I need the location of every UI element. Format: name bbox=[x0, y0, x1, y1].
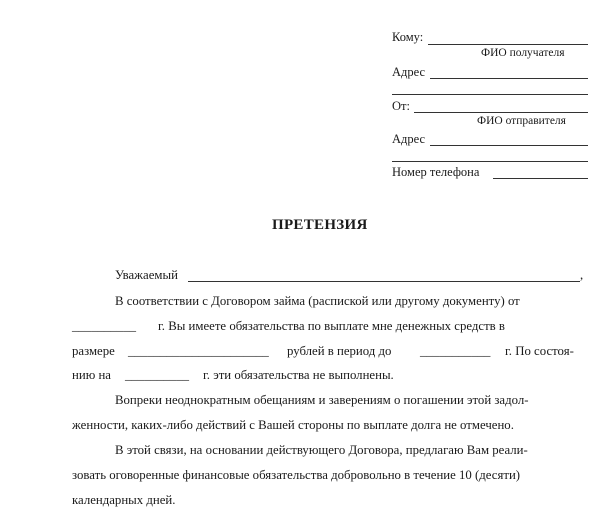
p1-line3-blank1: ______________________ bbox=[128, 344, 269, 358]
phone-label: Номер телефона bbox=[392, 165, 480, 179]
p3-line2: зовать оговоренные финансовые обязательства добровольно в течение 10 (десяти) bbox=[72, 468, 521, 482]
p1-line3-blank2: ___________ bbox=[420, 344, 491, 358]
address1-line2 bbox=[392, 94, 588, 95]
p1-line4-blank: __________ bbox=[125, 368, 189, 382]
to-caption: ФИО получателя bbox=[481, 47, 565, 59]
p2-line2: женности, каких-либо действий с Вашей стороны по выплате долга не отмечено. bbox=[72, 418, 514, 432]
salutation-line bbox=[188, 281, 580, 282]
to-line bbox=[428, 44, 588, 45]
document-title: ПРЕТЕНЗИЯ bbox=[272, 217, 368, 233]
from-line bbox=[414, 112, 588, 113]
p1-line2-blank: __________ bbox=[72, 319, 136, 333]
p2-line1: Вопреки неоднократным обещаниям и заверениям о погашении этой задол- bbox=[115, 393, 529, 407]
p1-line4-b: г. эти обязательства не выполнены. bbox=[203, 368, 394, 382]
p1-line2-text: г. Вы имеете обязательства по выплате мне денежных средств в bbox=[158, 319, 505, 333]
phone-line bbox=[493, 178, 588, 179]
p1-line3-a: размере bbox=[72, 344, 115, 358]
address2-line2 bbox=[392, 161, 588, 162]
p1-line4-a: нию на bbox=[72, 368, 111, 382]
salutation-comma: , bbox=[580, 268, 584, 282]
p3-line3: календарных дней. bbox=[72, 493, 176, 507]
address1-label: Адрес bbox=[392, 65, 426, 79]
address1-line1 bbox=[430, 78, 588, 79]
address2-label: Адрес bbox=[392, 132, 426, 146]
to-label: Кому: bbox=[392, 30, 424, 44]
p3-line1: В этой связи, на основании действующего Договора, предлагаю Вам реали- bbox=[115, 443, 528, 457]
p1-line3-c: г. По состоя- bbox=[505, 344, 574, 358]
p1-line3-b: рублей в период до bbox=[287, 344, 392, 358]
from-caption: ФИО отправителя bbox=[477, 115, 566, 127]
address2-line1 bbox=[430, 145, 588, 146]
from-label: От: bbox=[392, 99, 410, 113]
p1-line1: В соответствии с Договором займа (распиской или другому документу) от bbox=[115, 294, 520, 308]
salutation: Уважаемый bbox=[115, 268, 178, 282]
